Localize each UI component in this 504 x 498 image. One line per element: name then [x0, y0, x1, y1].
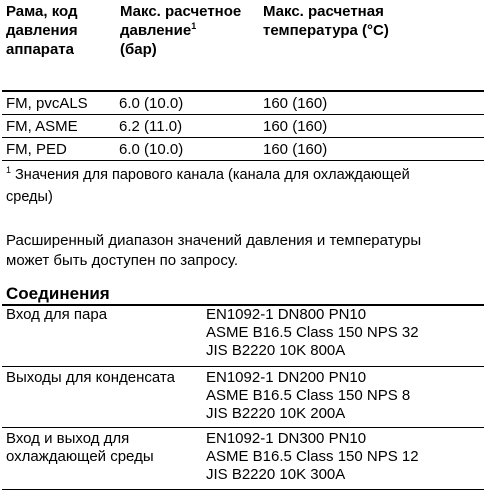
row-divider — [2, 489, 484, 490]
header-temperature-line: Макс. расчетная — [263, 3, 384, 20]
table-header-divider — [2, 90, 484, 92]
header-frame-line: аппарата — [6, 41, 74, 58]
connection-value: JIS B2220 10K 800A — [206, 342, 346, 359]
connection-value: JIS B2220 10K 300A — [206, 466, 346, 483]
cell-pressure: 6.0 (10.0) — [119, 141, 184, 158]
header-pressure — [120, 2, 241, 59]
row-divider — [2, 114, 484, 115]
connection-label: Вход для пара — [6, 306, 108, 323]
header-frame — [6, 2, 78, 59]
connection-label: Вход и выход для — [6, 430, 130, 447]
footnote-text: Значения для парового канала (канала для охлаждающей — [15, 167, 410, 183]
header-pressure-line: (бар) — [120, 41, 157, 58]
footnote — [6, 164, 410, 208]
footnote-line — [6, 164, 410, 186]
footnote-marker: 1 — [6, 165, 12, 175]
connections-title: Соединения — [6, 284, 110, 303]
row-divider — [2, 366, 484, 367]
header-pressure-line-text: давление — [120, 22, 192, 39]
header-pressure-line — [120, 21, 241, 40]
cell-pressure: 6.0 (10.0) — [119, 95, 184, 112]
connection-value: ASME B16.5 Class 150 NPS 32 — [206, 324, 419, 341]
cell-temperature: 160 (160) — [263, 95, 328, 112]
note-line: Расширенный диапазон значений давления и температуры — [6, 232, 422, 249]
footnote-line: среды) — [6, 189, 53, 205]
row-divider — [2, 427, 484, 428]
connection-label: Выходы для конденсата — [6, 369, 175, 386]
cell-pressure: 6.2 (11.0) — [119, 118, 183, 135]
cell-temperature: 160 (160) — [263, 141, 328, 158]
header-temperature — [263, 2, 389, 40]
cell-frame: FM, ASME — [6, 118, 78, 135]
header-frame-line: давления — [6, 22, 78, 39]
row-divider — [2, 160, 484, 161]
note-line: может быть доступен по запросу. — [6, 252, 239, 269]
connection-value: ASME B16.5 Class 150 NPS 12 — [206, 448, 419, 465]
connection-value: JIS B2220 10K 200A — [206, 405, 346, 422]
connection-value: EN1092-1 DN300 PN10 — [206, 430, 367, 447]
header-frame-line: Рама, код — [6, 3, 78, 20]
connection-value: EN1092-1 DN800 PN10 — [206, 306, 367, 323]
header-pressure-line: Макс. расчетное — [120, 3, 242, 20]
connection-value: ASME B16.5 Class 150 NPS 8 — [206, 387, 411, 404]
connection-label: охлаждающей среды — [6, 448, 154, 465]
header-temperature-line: температура (°C) — [263, 22, 389, 39]
connection-value: EN1092-1 DN200 PN10 — [206, 369, 367, 386]
availability-note — [6, 231, 421, 271]
cell-frame: FM, PED — [6, 141, 67, 158]
footnote-ref: 1 — [191, 21, 197, 31]
row-divider — [2, 137, 484, 138]
cell-frame: FM, pvcALS — [6, 95, 88, 112]
cell-temperature: 160 (160) — [263, 118, 328, 135]
